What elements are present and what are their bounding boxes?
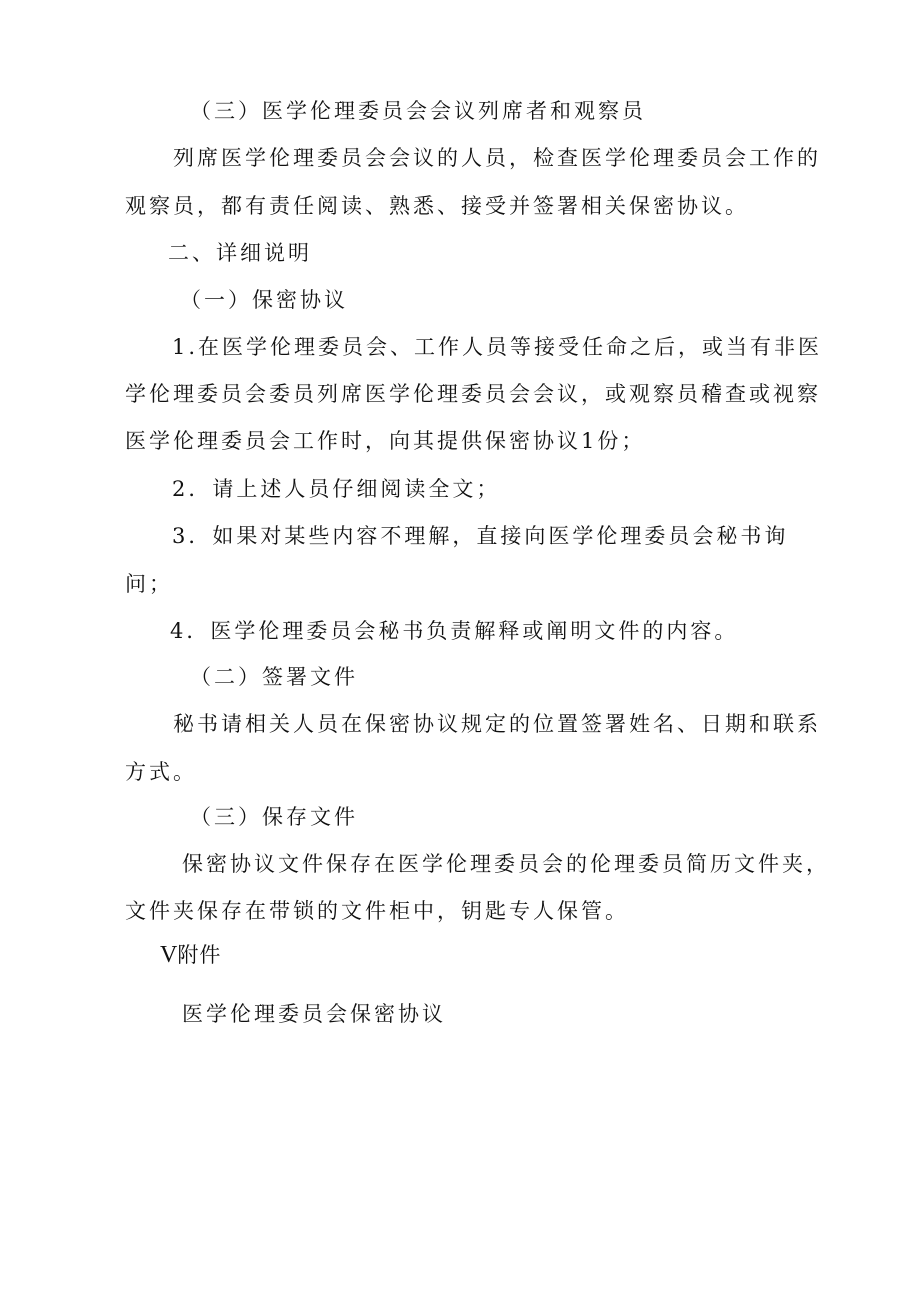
list-item-2: 2．请上述人员仔细阅读全文； [172,477,501,501]
appendix-heading [160,941,221,969]
list-item-1-line: 1.在医学伦理委员会、工作人员等接受任命之后，或当有非医 [172,335,823,359]
paragraph-line: 列席医学伦理委员会会议的人员，检查医学伦理委员会工作的 [173,146,821,170]
section-heading-attendees: （三）医学伦理委员会会议列席者和观察员 [190,99,646,123]
subsection-heading-signing: （二）签署文件 [190,665,358,689]
list-item-4: 4．医学伦理委员会秘书负责解释或阐明文件的内容。 [170,619,739,643]
subsection-heading-storage: （三）保存文件 [190,805,358,829]
paragraph-line: 保密协议文件保存在医学伦理委员会的伦理委员简历文件夹， [182,852,830,876]
appendix-numeral: V [160,942,178,968]
part-heading-details: 二、详细说明 [168,241,312,265]
list-item-3-line: 问； [125,572,173,596]
paragraph-line: 观察员，都有责任阅读、熟悉、接受并签署相关保密协议。 [125,194,749,218]
list-item-1-line: 学伦理委员会委员列席医学伦理委员会会议，或观察员稽查或视察 [125,382,821,406]
paragraph-line: 方式。 [125,760,197,784]
appendix-item: 医学伦理委员会保密协议 [182,1002,446,1026]
paragraph-line: 文件夹保存在带锁的文件柜中，钥匙专人保管。 [125,899,629,923]
list-item-3-line: 3．如果对某些内容不理解，直接向医学伦理委员会秘书询 [172,524,789,548]
subsection-heading-confidentiality: （一）保密协议 [180,288,348,312]
appendix-label: 附件 [177,943,222,967]
paragraph-line: 秘书请相关人员在保密协议规定的位置签署姓名、日期和联系 [173,712,821,736]
list-item-1-line: 医学伦理委员会工作时，向其提供保密协议1份； [125,429,646,453]
